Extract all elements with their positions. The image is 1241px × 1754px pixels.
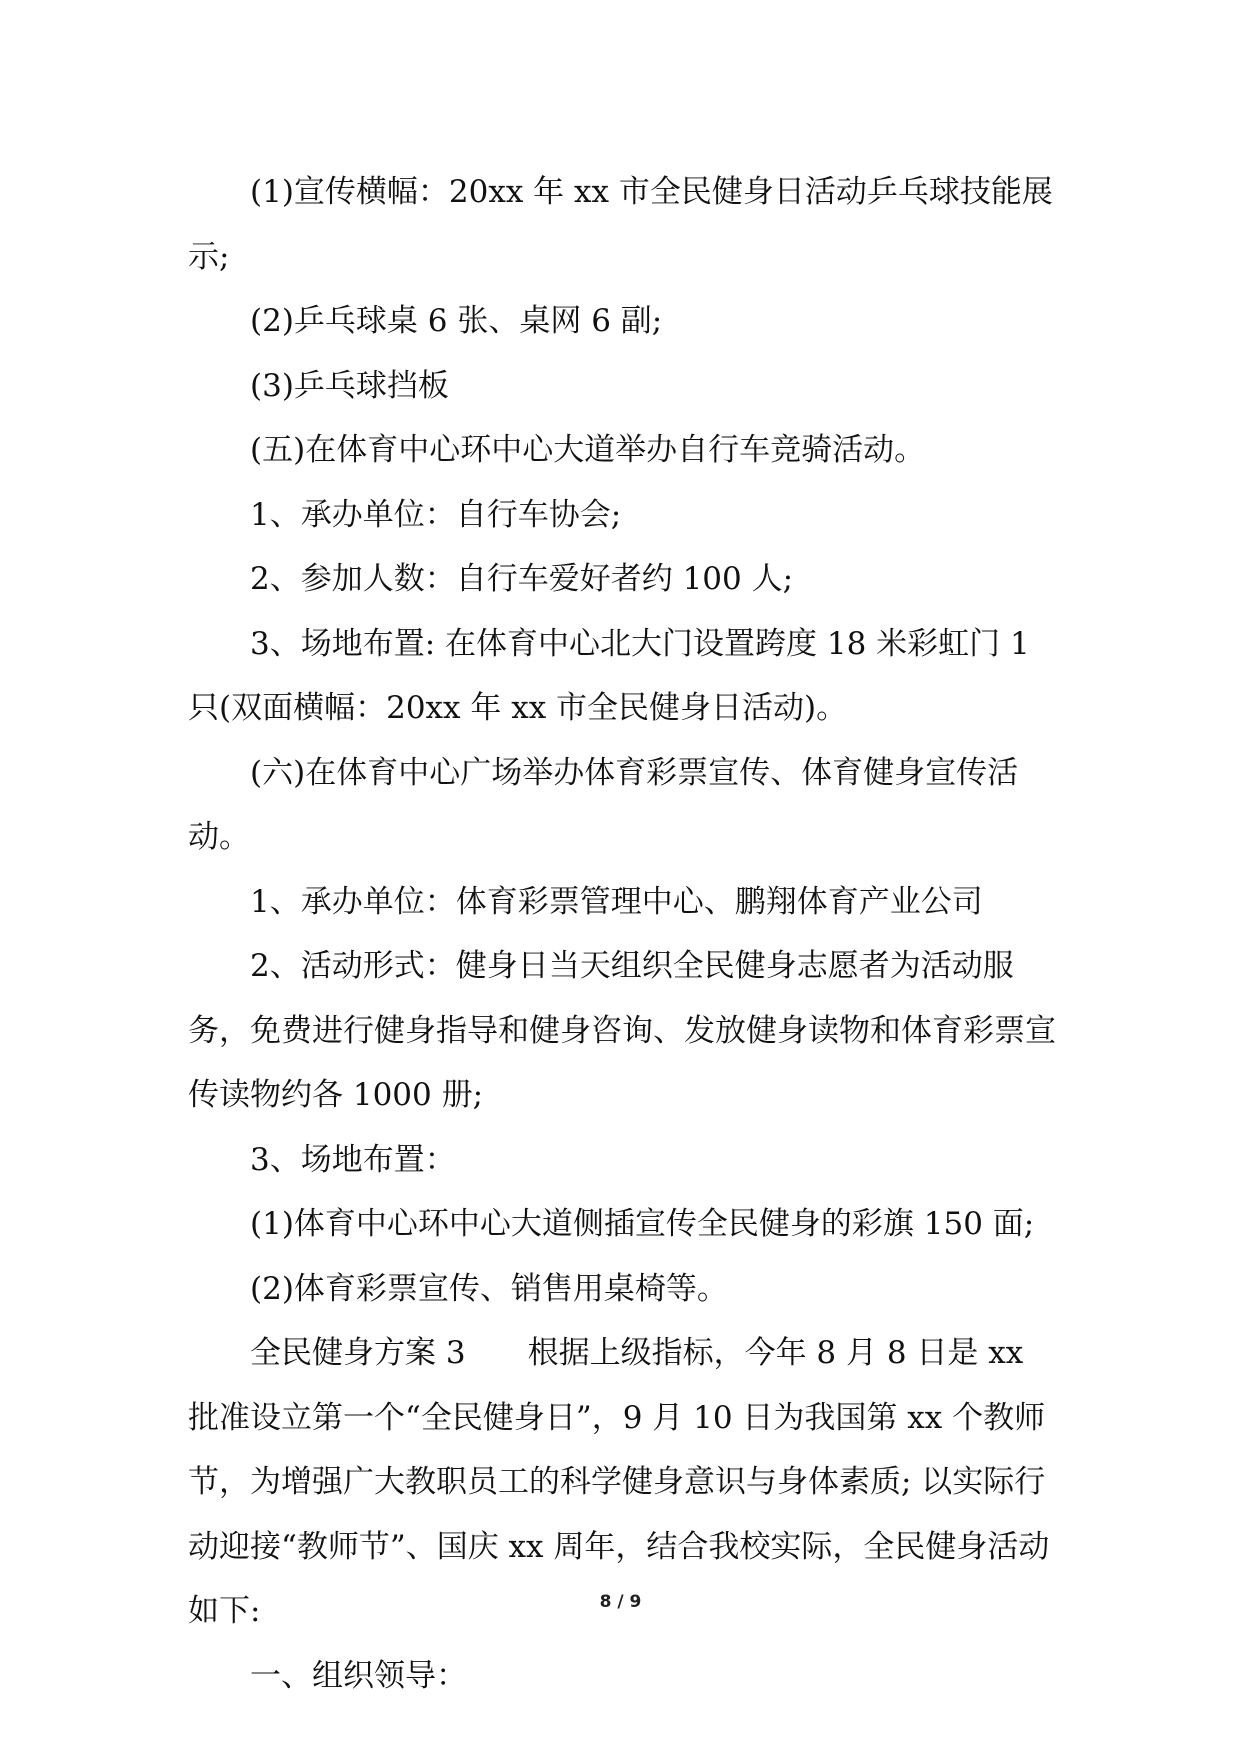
document-body [188,160,1058,1708]
paragraph: 一、组织领导： [250,1657,467,1694]
paragraph: (3)乒乓球挡板 [250,367,449,404]
paragraph: 2、参加人数：自行车爱好者约 100 人; [250,561,794,597]
paragraph: 1、承办单位：体育彩票管理中心、鹏翔体育产业公司 [250,883,983,920]
paragraph: (2)乒乓球桌 6 张、桌网 6 副; [250,303,663,339]
paragraph: (1)体育中心环中心大道侧插宣传全民健身的彩旗 150 面; [250,1206,1035,1242]
paragraph: 3、场地布置： [250,1141,456,1178]
paragraph: (六)在体育中心广场举办体育彩票宣传、体育健身宣传活动。 [188,754,1019,855]
paragraph: 3、场地布置: 在体育中心北大门设置跨度 18 米彩虹门 1 只(双面横幅：20xx 年 xx 市全民健身日活动)。 [188,625,1040,726]
paragraph: (2)体育彩票宣传、销售用桌椅等。 [250,1270,728,1307]
page-number: 8 / 9 [599,1592,642,1612]
paragraph: 全民健身方案 3 根据上级指标，今年 8 月 8 日是 xx 批准设立第一个“全民健身日”，9 月 10 日为我国第 xx 个教师节，为增强广大教职员工的科学健身意识与身体素质; 以实际行动迎接“教师节”、国庆 xx 周年，结合我校实际，全民健身活动如下: [188,1335,1050,1629]
paragraph: (1)宣传横幅：20xx 年 xx 市全民健身日活动乒乓球技能展示; [188,174,1053,275]
paragraph: 2、活动形式：健身日当天组织全民健身志愿者为活动服务，免费进行健身指导和健身咨询、发放健身读物和体育彩票宣传读物约各 1000 册; [188,948,1056,1113]
paragraph: 1、承办单位：自行车协会; [250,496,622,533]
paragraph: (五)在体育中心环中心大道举办自行车竞骑活动。 [250,432,926,468]
